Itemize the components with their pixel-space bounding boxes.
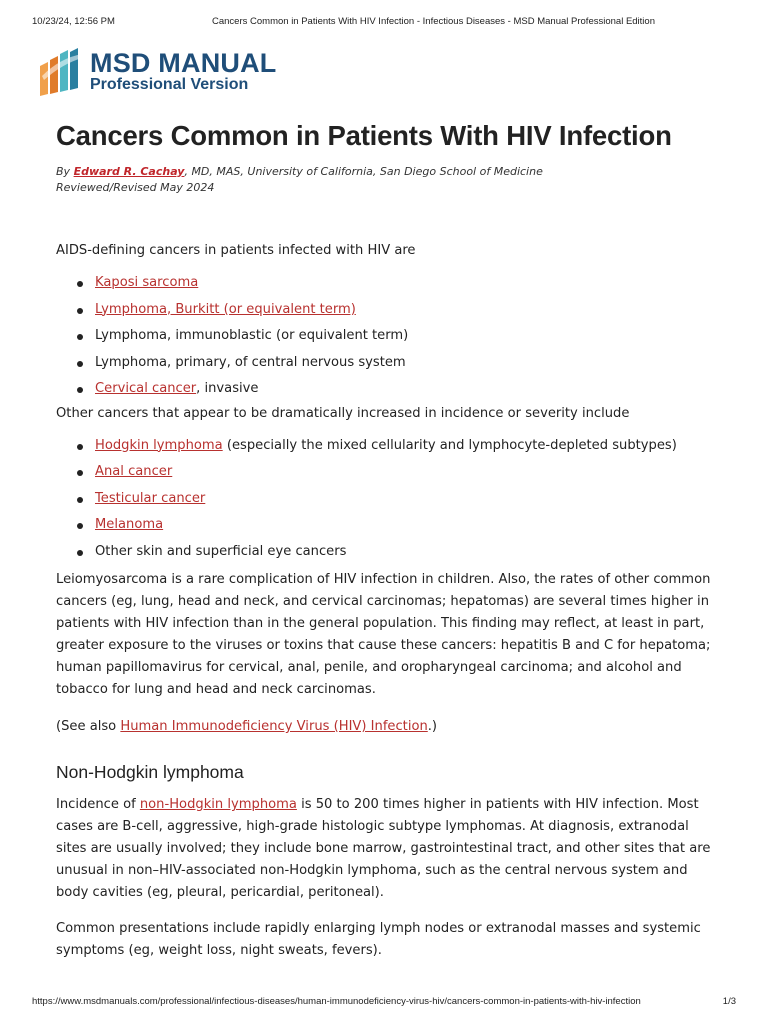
print-doc-title: Cancers Common in Patients With HIV Infection - Infectious Diseases - MSD Manual Professional Edition: [212, 16, 655, 27]
msd-logo-icon: [36, 46, 86, 98]
print-url: https://www.msdmanuals.com/professional/infectious-diseases/human-immunodeficiency-virus-hiv/cancers-common-in-patients-with-hiv-infection: [32, 996, 641, 1007]
byline-prefix: By: [56, 165, 71, 178]
print-datetime: 10/23/24, 12:56 PM: [32, 16, 115, 27]
aids-defining-intro: AIDS-defining cancers in patients infected with HIV are: [56, 243, 416, 258]
list-item-text: Lymphoma, immunoblastic (or equivalent term): [95, 328, 409, 343]
list-item-text: , invasive: [196, 381, 259, 396]
list-item: [56, 323, 716, 350]
hiv-infection-link[interactable]: Human Immunodeficiency Virus (HIV) Infection: [120, 719, 428, 734]
list-item: [56, 512, 716, 539]
other-cancers-intro: Other cancers that appear to be dramatically increased in incidence or severity include: [56, 405, 630, 421]
list-item: [56, 297, 716, 324]
page-title: Cancers Common in Patients With HIV Infection: [56, 120, 672, 151]
aids-defining-list: [56, 270, 716, 403]
nhl-paragraph-1: [56, 794, 716, 904]
author-affiliation: , MD, MAS, University of California, San Diego School of Medicine: [184, 165, 543, 178]
msd-manual-logo[interactable]: [36, 46, 276, 98]
anal-cancer-link[interactable]: Anal cancer: [95, 464, 173, 479]
list-item-text: (especially the mixed cellularity and lymphocyte-depleted subtypes): [222, 437, 677, 453]
article: [56, 116, 716, 962]
list-item: [56, 539, 716, 566]
leiomyosarcoma-paragraph: Leiomyosarcoma is a rare complication of HIV infection in children. Also, the rates of other common cancers (eg, lung, head and neck, and cervical carcinomas; hepatomas) are several times higher in patients with HIV infection than in the general population. This finding may reflect, at least in part, greater exposure to the viruses or toxins that cause these cancers: hepatitis B and C for hepatoma; human papillomavirus for cervical, anal, penile, and oropharyngeal carcinoma; and alcohol and tobacco for lung and head and neck carcinomas.: [56, 572, 711, 697]
list-item: [56, 350, 716, 377]
nhl-paragraph-2: Common presentations include rapidly enlarging lymph nodes or extranodal masses and systemic symptoms (eg, weight loss, night sweats, fevers).: [56, 921, 701, 958]
list-item: [56, 486, 716, 513]
nhl-p1-prefix: Incidence of: [56, 797, 140, 812]
melanoma-link[interactable]: Melanoma: [95, 517, 164, 532]
hodgkin-lymphoma-link[interactable]: Hodgkin lymphoma: [95, 437, 223, 453]
logo-edition: Professional Version: [90, 76, 249, 93]
author-link[interactable]: Edward R. Cachay: [73, 165, 185, 178]
see-also-prefix: (See also: [56, 719, 121, 734]
list-item: [56, 459, 716, 486]
list-item: [56, 376, 716, 403]
list-item-text: Lymphoma, primary, of central nervous system: [95, 354, 406, 370]
non-hodgkin-lymphoma-link[interactable]: non-Hodgkin lymphoma: [139, 797, 297, 812]
burkitt-lymphoma-link[interactable]: Lymphoma, Burkitt (or equivalent term): [95, 301, 356, 317]
list-item: [56, 433, 716, 460]
section-heading-nhl: Non-Hodgkin lymphoma: [56, 762, 244, 782]
other-cancers-list: [56, 433, 716, 566]
see-also: [56, 716, 716, 738]
kaposi-sarcoma-link[interactable]: Kaposi sarcoma: [95, 275, 199, 290]
list-item-text: Other skin and superficial eye cancers: [95, 543, 347, 559]
byline: [56, 164, 716, 196]
nhl-p1-rest: is 50 to 200 times higher in patients with HIV infection. Most cases are B-cell, aggressive, high-grade histologic subtype lymphomas. At diagnosis, extranodal sites are usually involved; they include bone marrow, gastrointestinal tract, and other sites that are unusual in non–HIV-associated non-Hodgkin lymphoma, such as the central nervous system and body cavities (eg, pleural, pericardial, peritoneal).: [56, 797, 711, 900]
list-item: [56, 270, 716, 297]
cervical-cancer-link[interactable]: Cervical cancer: [95, 381, 197, 396]
reviewed-date: Reviewed/Revised May 2024: [56, 181, 215, 194]
logo-brand: MSD MANUAL: [90, 48, 277, 78]
page-number: 1/3: [722, 996, 736, 1007]
see-also-suffix: .): [427, 719, 438, 734]
testicular-cancer-link[interactable]: Testicular cancer: [95, 490, 206, 506]
